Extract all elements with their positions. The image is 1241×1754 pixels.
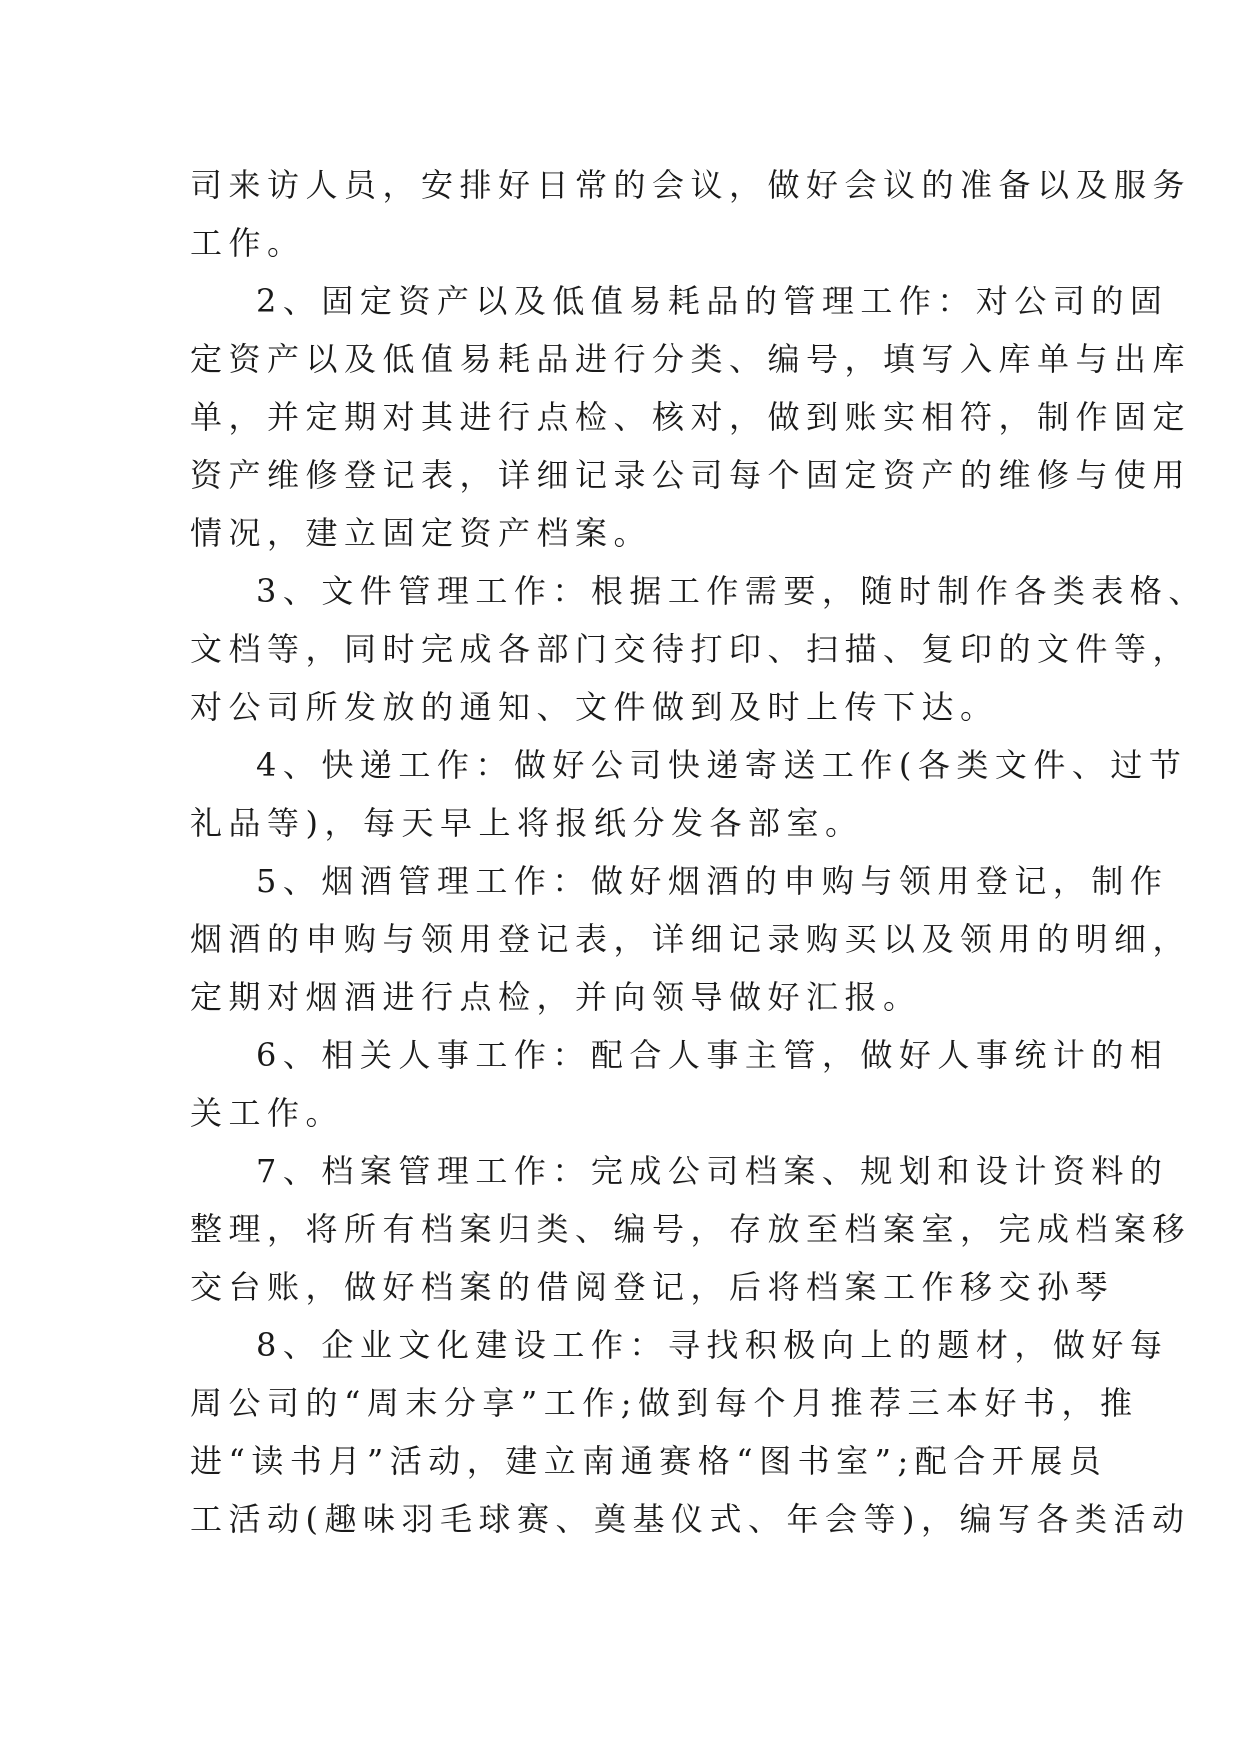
- paragraph-3-start: 3、文件管理工作：根据工作需要，随时制作各类表格、: [256, 572, 1207, 610]
- text-line: 整理，将所有档案归类、编号，存放至档案室，完成档案移: [190, 1210, 1192, 1248]
- text-line: 工活动(趣味羽毛球赛、奠基仪式、年会等)，编写各类活动: [190, 1500, 1191, 1538]
- text-line: 司来访人员，安排好日常的会议，做好会议的准备以及服务: [190, 166, 1192, 204]
- paragraph-8-start: 8、企业文化建设工作：寻找积极向上的题材，做好每: [256, 1326, 1169, 1364]
- text-line: 烟酒的申购与领用登记表，详细记录购买以及领用的明细，: [190, 920, 1192, 958]
- text-line: 情况，建立固定资产档案。: [190, 514, 653, 552]
- text-line: 周公司的“周末分享”工作;做到每个月推荐三本好书，推: [190, 1384, 1139, 1422]
- text-line: 定期对烟酒进行点检，并向领导做好汇报。: [190, 978, 922, 1016]
- text-line: 对公司所发放的通知、文件做到及时上传下达。: [190, 688, 999, 726]
- paragraph-5-start: 5、烟酒管理工作：做好烟酒的申购与领用登记，制作: [256, 862, 1169, 900]
- text-line: 关工作。: [190, 1094, 345, 1132]
- paragraph-4-start: 4、快递工作：做好公司快递寄送工作(各类文件、过节: [256, 746, 1188, 784]
- text-line: 交台账，做好档案的借阅登记，后将档案工作移交孙琴: [190, 1268, 1115, 1306]
- text-line: 定资产以及低值易耗品进行分类、编号，填写入库单与出库: [190, 340, 1192, 378]
- text-line: 单，并定期对其进行点检、核对，做到账实相符，制作固定: [190, 398, 1192, 436]
- text-line: 资产维修登记表，详细记录公司每个固定资产的维修与使用: [190, 456, 1192, 494]
- text-line: 礼品等)，每天早上将报纸分发各部室。: [190, 804, 864, 842]
- paragraph-2-start: 2、固定资产以及低值易耗品的管理工作：对公司的固: [256, 282, 1169, 320]
- paragraph-7-start: 7、档案管理工作：完成公司档案、规划和设计资料的: [256, 1152, 1169, 1190]
- text-line: 文档等，同时完成各部门交待打印、扫描、复印的文件等，: [190, 630, 1192, 668]
- paragraph-6-start: 6、相关人事工作：配合人事主管，做好人事统计的相: [256, 1036, 1169, 1074]
- text-line: 进“读书月”活动，建立南通赛格“图书室”;配合开展员: [190, 1442, 1108, 1480]
- text-line: 工作。: [190, 224, 306, 262]
